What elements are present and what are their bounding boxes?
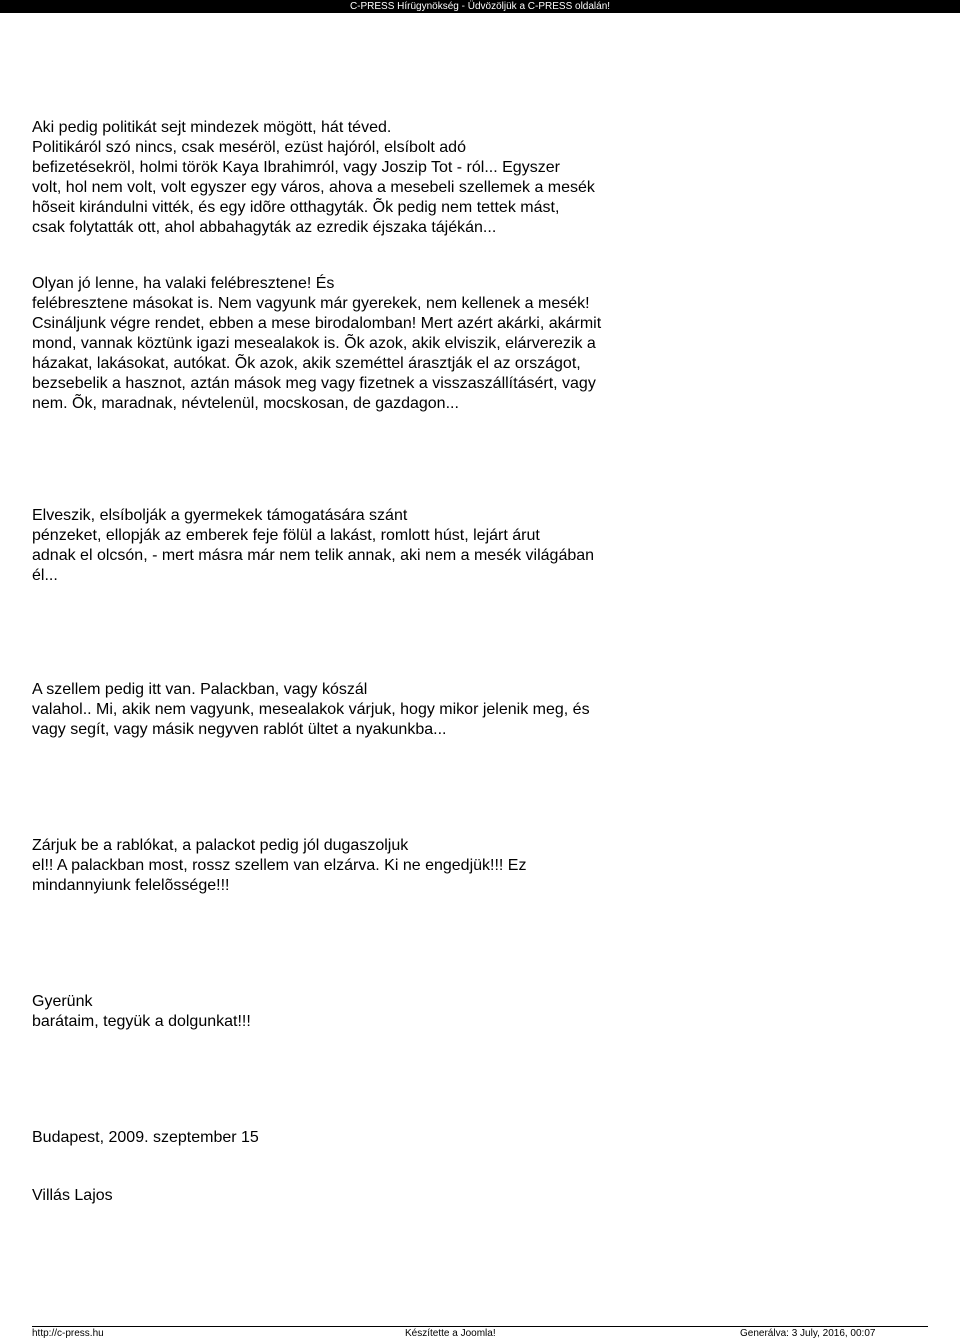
article-paragraph-2: Olyan jó lenne, ha valaki felébresztene! És felébresztene másokat is. Nem vagyunk már gyerekek, nem kellenek a mesék! Csináljunk végre rendet, ebben a mese birodalomban! Mert azért akárki, akármit mond, vannak köztünk igazi mesealakok is. Õk azok, akik elviszik, elárverezik a házakat, lakásokat, autókat. Õk azok, akik szeméttel árasztják el az országot, bezsebelik a hasznot, aztán mások meg vagy fizetnek a visszaszállításért, vagy nem. Õk, maradnak, névtelenül, mocskosan, de gazdagon... [32,275,602,412]
article-paragraph-1: Aki pedig politikát sejt mindezek mögött, hát téved. Politikáról szó nincs, csak meséröl, ezüst hajóról, elsíbolt adó befizetésekröl, holmi török Kaya Ibrahimról, vagy Joszip Tot - ról... Egyszer volt, hol nem volt, volt egyszer egy város, ahova a mesebeli szellemek a mesék hõseit kirándulni vitték, és egy idõre otthagyták. Õk pedig nem tettek mást, csak folytatták ott, ahol abbahagyták az ezredik éjszaka tájékán... [32,119,595,236]
article-paragraph-5: Zárjuk be a rablókat, a palackot pedig jól dugaszoljuk el!! A palackban most, rossz szellem van elzárva. Ki ne engedjük!!! Ez mindannyiunk felelõssége!!! [32,837,527,894]
article-paragraph-4: A szellem pedig itt van. Palackban, vagy kószál valahol.. Mi, akik nem vagyunk, mesealakok várjuk, hogy mikor jelenik meg, és vagy segít, vagy másik negyven rablót ültet a nyakunkba... [32,681,590,738]
page-header-title: C-PRESS Hírügynökség - Üdvözöljük a C-PRESS oldalán! [349,1,611,12]
footer-divider [32,1326,928,1327]
footer-made-with: Készítette a Joomla! [405,1328,496,1339]
article-dateline: Budapest, 2009. szeptember 15 [32,1129,259,1146]
article-paragraph-3: Elveszik, elsíbolják a gyermekek támogatására szánt pénzeket, ellopják az emberek feje fölül a lakást, romlott húst, lejárt árut adnak el olcsón, - mert másra már nem telik annak, aki nem a mesék világában él... [32,507,595,584]
article-author: Villás Lajos [32,1187,113,1204]
article-paragraph-6: Gyerünk barátaim, tegyük a dolgunkat!!! [32,993,251,1030]
footer-generated-date: Generálva: 3 July, 2016, 00:07 [740,1328,876,1339]
footer-site-url[interactable]: http://c-press.hu [32,1328,104,1339]
